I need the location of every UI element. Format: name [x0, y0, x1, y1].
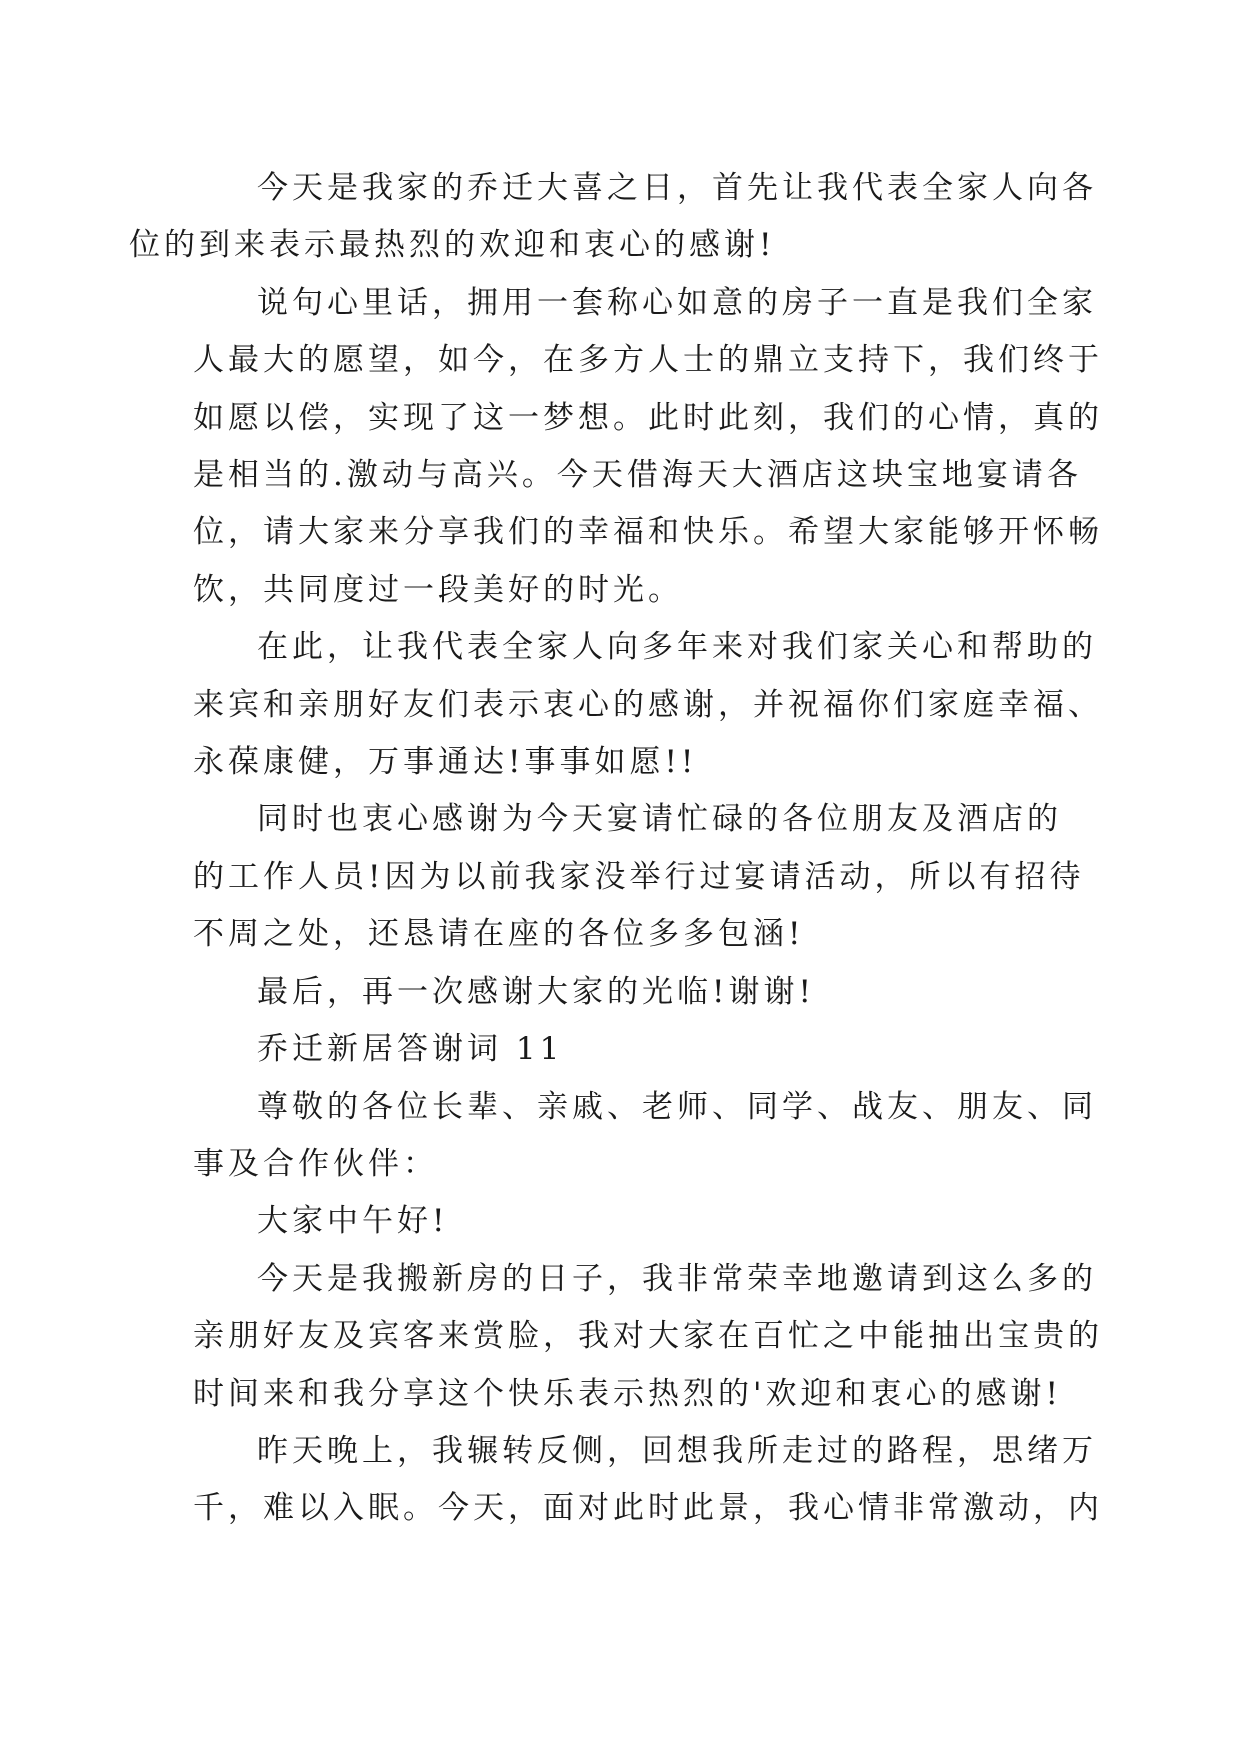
section-heading: [193, 1021, 1073, 1078]
text-line: 饮，共同度过一段美好的时光。: [193, 571, 683, 608]
text-line: 尊敬的各位长辈、亲戚、老师、同学、战友、朋友、同: [257, 1088, 1097, 1125]
text-line: 是相当的.激动与高兴。今天借海天大酒店这块宝地宴请各: [193, 457, 1082, 494]
paragraph-6: [193, 1251, 1103, 1423]
text-line: 千，难以入眠。今天，面对此时此景，我心情非常激动，内: [193, 1490, 1103, 1527]
paragraph-7: [193, 1423, 1103, 1538]
paragraph-salutation: [193, 1079, 1097, 1194]
text-line: 事及合作伙伴：: [193, 1145, 438, 1182]
text-line: 来宾和亲朋好友们表示衷心的感谢，并祝福你们家庭幸福、: [193, 686, 1103, 723]
paragraph-5: [193, 964, 1073, 1021]
text-line: 最后，再一次感谢大家的光临!谢谢!: [257, 973, 815, 1010]
text-line: 乔迁新居答谢词 11: [257, 1031, 564, 1068]
text-line: 如愿以偿，实现了这一梦想。此时此刻，我们的心情，真的: [193, 399, 1103, 436]
text-line: 说句心里话，拥用一套称心如意的房子一直是我们全家: [257, 284, 1097, 321]
text-line: 今天是我家的乔迁大喜之日，首先让我代表全家人向各: [257, 170, 1097, 206]
paragraph-greeting: [193, 1193, 1073, 1250]
text-line: 昨天晚上，我辗转反侧，回想我所走过的路程，思绪万: [257, 1432, 1097, 1469]
text-line: 永葆康健，万事通达!事事如愿!!: [193, 744, 698, 781]
document-body: [129, 160, 1103, 1538]
text-line: 不周之处，还恳请在座的各位多多包涵!: [193, 916, 805, 953]
paragraph-3: [193, 619, 1103, 791]
text-line: 同时也衷心感谢为今天宴请忙碌的各位朋友及酒店的: [257, 801, 1062, 838]
text-line: 人最大的愿望，如今，在多方人士的鼎立支持下，我们终于: [193, 342, 1103, 379]
paragraph-4: [193, 791, 1085, 963]
text-line: 位，请大家来分享我们的幸福和快乐。希望大家能够开怀畅: [193, 514, 1103, 551]
text-line: 今天是我搬新房的日子，我非常荣幸地邀请到这么多的: [257, 1260, 1097, 1297]
text-line: 在此，让我代表全家人向多年来对我们家关心和帮助的: [257, 629, 1097, 666]
text-line: 大家中午好!: [257, 1203, 449, 1240]
paragraph-2: [193, 275, 1103, 619]
text-line: 时间来和我分享这个快乐表示热烈的'欢迎和衷心的感谢!: [193, 1375, 1062, 1412]
paragraph-1: [129, 160, 1097, 275]
text-line: 亲朋好友及宾客来赏脸，我对大家在百忙之中能抽出宝贵的: [193, 1318, 1103, 1355]
text-line: 位的到来表示最热烈的欢迎和衷心的感谢!: [129, 227, 776, 264]
text-line: 的工作人员!因为以前我家没举行过宴请活动，所以有招待: [193, 858, 1085, 895]
